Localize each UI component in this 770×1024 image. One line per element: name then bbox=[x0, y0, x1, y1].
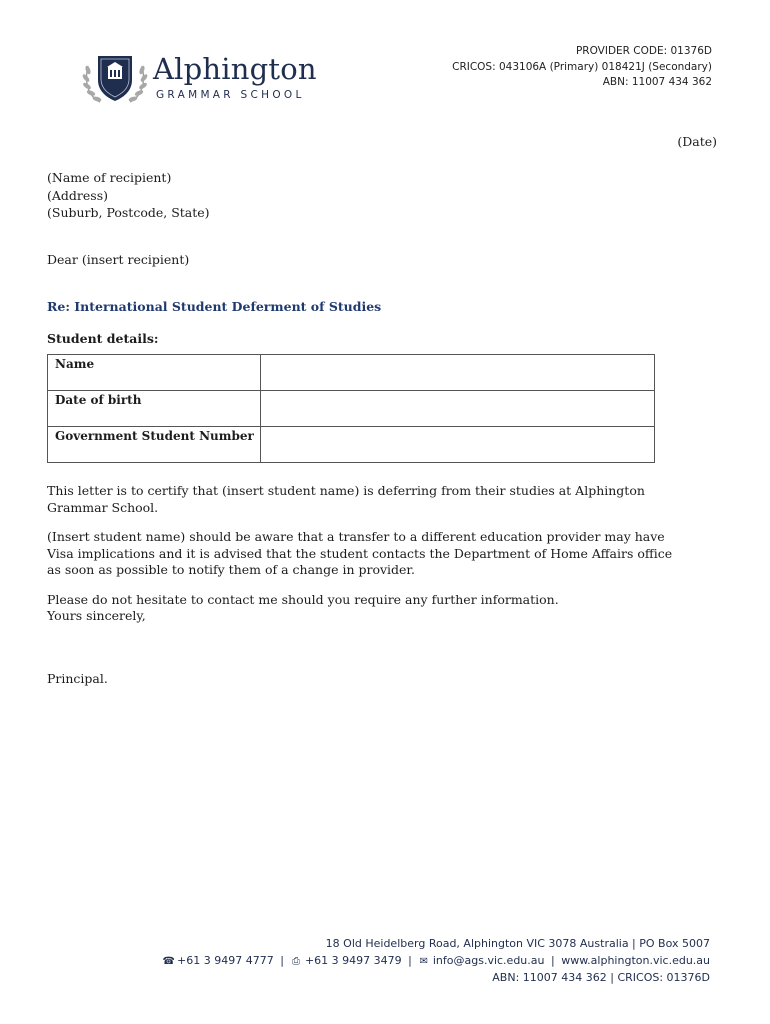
separator: | bbox=[408, 953, 412, 967]
footer-fax: +61 3 9497 3479 bbox=[304, 953, 402, 967]
provider-info bbox=[452, 44, 712, 91]
details-label-gsn: Government Student Number bbox=[48, 427, 261, 463]
footer-address: 18 Old Heidelberg Road, Alphington VIC 3078 Australia | PO Box 5007 bbox=[325, 937, 710, 950]
details-label-name: Name bbox=[48, 355, 261, 391]
school-subtitle: GRAMMAR SCHOOL bbox=[156, 89, 305, 101]
paragraph-certify: This letter is to certify that (insert student name) is deferring from their studies at Alphington Grammar School. bbox=[47, 483, 645, 515]
email-icon: ✉ bbox=[419, 955, 429, 967]
footer-email[interactable]: info@ags.vic.edu.au bbox=[432, 953, 545, 967]
details-value-name[interactable] bbox=[260, 355, 654, 391]
paragraph-visa: (Insert student name) should be aware that a transfer to a different education provider may have Visa implications and it is advised that the student contacts the Department of Home Affairs office as soon as possible to notify them of a change in provider. bbox=[47, 529, 673, 577]
paragraph-contact: Please do not hesitate to contact me should you require any further information. bbox=[47, 592, 559, 607]
cricos-code: CRICOS: 043106A (Primary) 018421J (Secondary) bbox=[452, 60, 712, 73]
abn-number: ABN: 11007 434 362 bbox=[602, 76, 712, 88]
salutation: Dear (insert recipient) bbox=[47, 252, 190, 267]
fax-icon: ⎙ bbox=[291, 955, 300, 967]
provider-code: PROVIDER CODE: 01376D bbox=[575, 45, 712, 57]
crest-icon bbox=[80, 50, 150, 110]
student-details-table bbox=[47, 354, 655, 463]
letter-date: (Date) bbox=[677, 134, 717, 149]
table-row bbox=[48, 427, 655, 463]
recipient-street: (Address) bbox=[47, 187, 108, 203]
separator: | bbox=[280, 953, 284, 967]
signoff: Principal. bbox=[47, 671, 108, 686]
details-value-gsn[interactable] bbox=[260, 427, 654, 463]
student-details-title: Student details: bbox=[47, 331, 159, 346]
closing: Yours sincerely, bbox=[47, 608, 146, 623]
footer-contacts bbox=[163, 953, 710, 971]
footer-phone[interactable]: +61 3 9497 4777 bbox=[177, 953, 274, 967]
subject-line: Re: International Student Deferment of Studies bbox=[47, 299, 382, 314]
school-name: Alphington bbox=[153, 52, 317, 86]
school-logo bbox=[80, 50, 320, 112]
footer-abn-cricos: ABN: 11007 434 362 | CRICOS: 01376D bbox=[492, 971, 710, 984]
recipient-suburb: (Suburb, Postcode, State) bbox=[47, 205, 210, 220]
table-row bbox=[48, 391, 655, 427]
details-value-dob[interactable] bbox=[260, 391, 654, 427]
footer bbox=[163, 936, 710, 987]
recipient-address bbox=[47, 169, 210, 222]
footer-website[interactable]: www.alphington.vic.edu.au bbox=[561, 953, 710, 967]
details-label-dob: Date of birth bbox=[48, 391, 261, 427]
phone-icon: ☎ bbox=[162, 955, 175, 967]
recipient-name: (Name of recipient) bbox=[47, 170, 172, 185]
separator: | bbox=[550, 953, 555, 967]
table-row bbox=[48, 355, 655, 391]
